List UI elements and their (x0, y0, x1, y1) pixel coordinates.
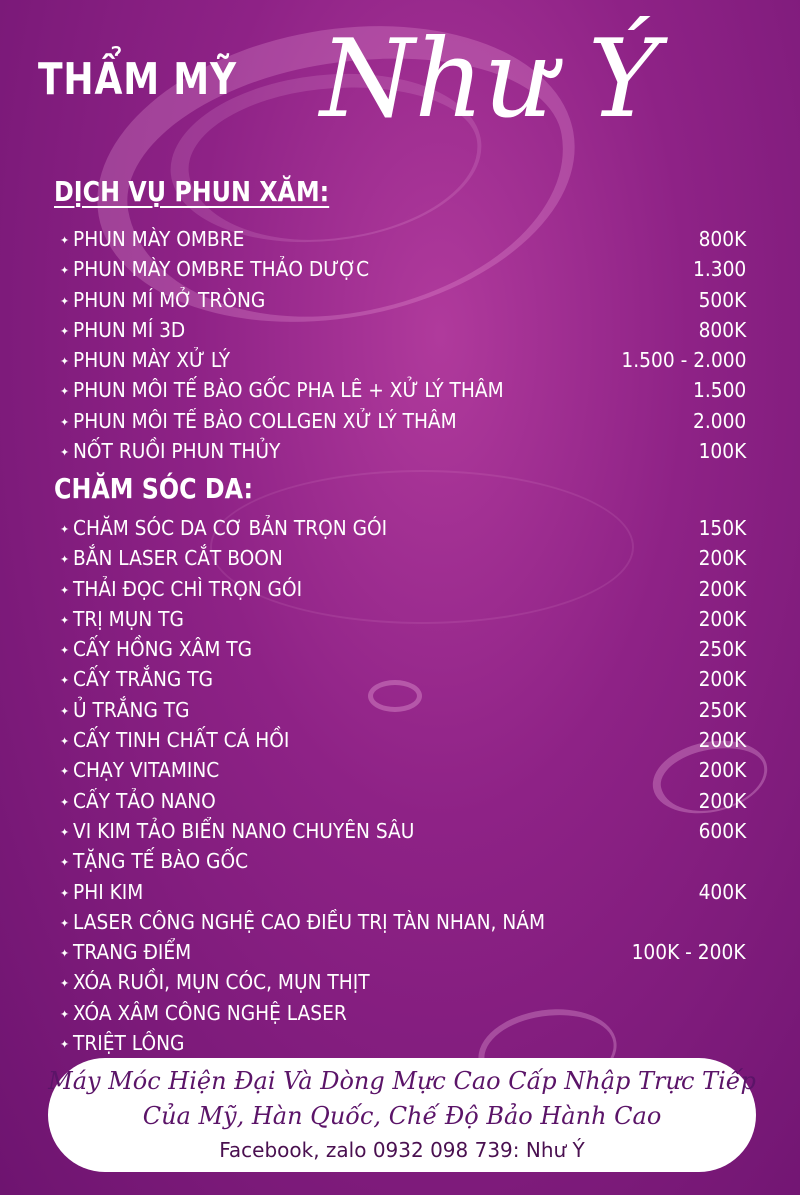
service-name: THẢI ĐỌC CHÌ TRỌN GÓI (73, 576, 303, 601)
service-name: TRIỆT LÔNG (73, 1031, 185, 1056)
sparkle-bullet-icon: ✦ (60, 234, 70, 247)
sparkle-bullet-icon: ✦ (60, 446, 70, 460)
service-name: NỐT RUỒI PHUN THỦY (73, 439, 281, 464)
service-item (60, 574, 760, 604)
sparkle-bullet-icon: ✦ (60, 523, 70, 536)
service-item (60, 846, 760, 876)
brand-name: Như Ý (320, 17, 660, 142)
service-price: 150K (698, 516, 746, 540)
sparkle-bullet-icon: ✦ (60, 916, 70, 930)
sparkle-bullet-icon: ✦ (60, 1038, 70, 1052)
brand-prefix: THẨM MỸ (38, 54, 237, 105)
sparkle-bullet-icon: ✦ (60, 674, 70, 688)
service-name: PHUN MÍ MỞ TRÒNG (73, 287, 266, 312)
service-price: 200K (698, 788, 746, 813)
service-item (60, 664, 760, 694)
service-name: CẤY HỒNG XÂM TG (73, 637, 253, 662)
sparkle-bullet-icon: ✦ (60, 583, 70, 597)
service-item (60, 967, 760, 997)
service-name: BẮN LASER CẮT BOON (73, 546, 283, 571)
sparkle-bullet-icon: ✦ (60, 294, 70, 308)
service-item (60, 634, 760, 664)
service-price: 200K (698, 546, 746, 571)
footer-contact: Facebook, zalo 0932 098 739: Như Ý (219, 1138, 585, 1162)
service-name: PHUN MÔI TẾ BÀO GỐC PHA LÊ + XỬ LÝ THÂM (73, 378, 504, 403)
service-price: 100K - 200K (632, 940, 746, 965)
service-price: 500K (698, 287, 746, 312)
service-item (60, 315, 760, 345)
service-name: CHẠY VITAMINC (73, 758, 220, 783)
footer-slogan-line-2: Của Mỹ, Hàn Quốc, Chế Độ Bảo Hành Cao (142, 1102, 662, 1130)
service-name: VI KIM TẢO BIỂN NANO CHUYÊN SÂU (73, 818, 415, 843)
service-name: XÓA RUỒI, MỤN CÓC, MỤN THỊT (73, 970, 370, 995)
service-name: CẤY TINH CHẤT CÁ HỒI (73, 728, 290, 753)
service-name: PHUN MÀY XỬ LÝ (73, 348, 231, 373)
service-item (60, 695, 760, 725)
service-name: PHUN MÍ 3D (73, 317, 186, 342)
sparkle-bullet-icon: ✦ (60, 1007, 70, 1021)
sparkle-bullet-icon: ✦ (60, 947, 70, 961)
service-price: 800K (698, 317, 746, 342)
service-price: 1.300 (692, 257, 746, 282)
service-name: TRANG ĐIỂM (73, 940, 192, 965)
service-item (60, 406, 760, 436)
service-item (60, 436, 760, 466)
service-price: 1.500 - 2.000 (620, 348, 746, 373)
service-item (60, 375, 760, 405)
service-price: 100K (698, 439, 746, 464)
service-name: TẶNG TẾ BÀO GỐC (73, 849, 249, 874)
service-name: PHUN MÔI TẾ BÀO COLLGEN XỬ LÝ THÂM (73, 408, 457, 433)
service-price: 600K (698, 818, 746, 843)
service-name: XÓA XÂM CÔNG NGHỆ LASER (73, 1000, 347, 1025)
service-name: CẤY TẢO NANO (73, 788, 216, 813)
service-price: 200K (698, 728, 746, 753)
service-price: 400K (698, 879, 746, 904)
footer-slogan-line-1: Máy Móc Hiện Đại Và Dòng Mực Cao Cấp Nhập Trực Tiếp (48, 1067, 756, 1095)
service-item (60, 786, 760, 816)
service-price: 200K (698, 606, 746, 631)
service-name: PHUN MÀY OMBRE THẢO DƯỢC (73, 257, 370, 282)
service-price: 250K (698, 697, 746, 722)
sparkle-bullet-icon: ✦ (60, 886, 70, 900)
service-item (60, 937, 760, 967)
sparkle-bullet-icon: ✦ (60, 264, 70, 278)
service-item (60, 254, 760, 284)
sparkle-bullet-icon: ✦ (60, 613, 70, 627)
service-item (60, 877, 760, 907)
service-item (60, 1028, 760, 1058)
sparkle-bullet-icon: ✦ (60, 977, 70, 991)
service-item (60, 725, 760, 755)
service-price: 2.000 (692, 408, 746, 433)
service-item (60, 755, 760, 785)
sparkle-bullet-icon: ✦ (60, 765, 70, 779)
footer-banner (48, 1058, 756, 1172)
service-item (60, 543, 760, 573)
service-list-phun-xam (60, 224, 760, 466)
sparkle-bullet-icon: ✦ (60, 856, 70, 870)
section-title-cham-soc-da: CHĂM SÓC DA: (54, 472, 254, 505)
sparkle-bullet-icon: ✦ (60, 415, 70, 429)
service-price: 200K (698, 576, 746, 601)
service-name: PHI KIM (73, 879, 144, 904)
service-price: 200K (698, 667, 746, 692)
sparkle-bullet-icon: ✦ (60, 704, 70, 718)
sparkle-bullet-icon: ✦ (60, 735, 70, 749)
service-item (60, 224, 760, 254)
service-name: PHUN MÀY OMBRE (73, 227, 245, 251)
service-item (60, 816, 760, 846)
sparkle-bullet-icon: ✦ (60, 324, 70, 338)
service-price: 800K (698, 227, 746, 251)
service-item (60, 907, 760, 937)
service-name: TRỊ MỤN TG (73, 606, 184, 631)
sparkle-bullet-icon: ✦ (60, 385, 70, 399)
sparkle-bullet-icon: ✦ (60, 553, 70, 567)
sparkle-bullet-icon: ✦ (60, 825, 70, 839)
sparkle-bullet-icon: ✦ (60, 355, 70, 369)
service-name: LASER CÔNG NGHỆ CAO ĐIỀU TRỊ TÀN NHAN, NÁM (73, 909, 546, 934)
service-name: CHĂM SÓC DA CƠ BẢN TRỌN GÓI (73, 516, 388, 540)
service-price: 1.500 (692, 378, 746, 403)
sparkle-bullet-icon: ✦ (60, 644, 70, 658)
service-item (60, 345, 760, 375)
service-name: CẤY TRẮNG TG (73, 667, 214, 692)
sparkle-bullet-icon: ✦ (60, 795, 70, 809)
service-item (60, 604, 760, 634)
section-title-phun-xam: DỊCH VỤ PHUN XĂM: (54, 175, 330, 208)
service-price: 250K (698, 637, 746, 662)
service-name: Ủ TRẮNG TG (73, 697, 190, 722)
service-item (60, 285, 760, 315)
service-item (60, 513, 760, 543)
service-item (60, 998, 760, 1028)
service-price: 200K (698, 758, 746, 783)
service-list-cham-soc-da (60, 513, 760, 1058)
